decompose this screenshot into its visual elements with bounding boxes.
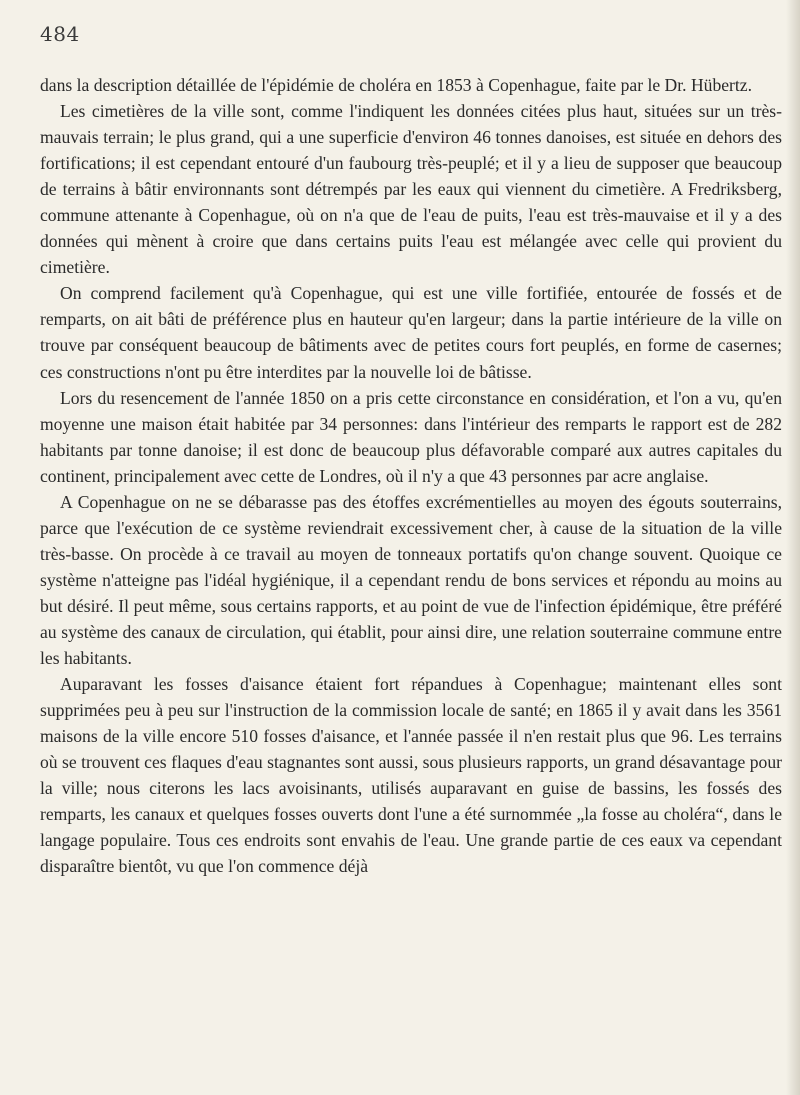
- paragraph-2: Les cimetières de la ville sont, comme l'indiquent les données citées plus haut, situées sur un très-mauvais terrain; le plus grand, qui a une superficie d'environ 46 tonnes danoises, est située en dehors des fortifications; il est cependant entouré d'un faubourg très-peuplé; et il y a lieu de supposer que beaucoup de terrains à bâtir environnants sont détrempés par les eaux qui viennent du cimetière. A Fredriksberg, commune attenante à Copenhague, où on n'a que de l'eau de puits, l'eau est très-mauvaise et il y a des données qui mènent à croire que dans certains puits l'eau est mélangée avec celle qui provient du cimetière.: [40, 101, 782, 278]
- paragraph-1: dans la description détaillée de l'épidémie de choléra en 1853 à Copenhague, faite par le Dr. Hübertz.: [40, 75, 753, 95]
- paragraph-5: A Copenhague on ne se débarasse pas des étoffes excrémentielles au moyen des égouts souterrains, parce que l'exécution de ce système reviendrait excessivement cher, à cause de la situation de la ville très-basse. On procède à ce travail au moyen de tonneaux portatifs qu'on change souvent. Quoique ce système n'atteigne pas l'idéal hygiénique, il a cependant rendu de bons services et répondu au moins au but désiré. Il peut même, sous certains rapports, et au point de vue de l'infection épidémique, être préféré au système des canaux de circulation, qui établit, pour ainsi dire, une relation souterraine commune entre les habitants.: [40, 491, 782, 669]
- paragraph-6: Auparavant les fosses d'aisance étaient fort répandues à Copenhague; maintenant elles sont supprimées peu à peu sur l'instruction de la commission locale de santé; en 1865 il y avait dans les 3561 maisons de la ville encore 510 fosses d'aisance, et l'année passée il n'en restait plus que 96. Les terrains où se trouvent ces flaques d'eau stagnantes sont aussi, sous plusieurs rapports, un grand désavantage pour la ville; nous citerons les lacs avoisinants, utilisés auparavant en guise de bassins, les fossés des remparts, les canaux et quelques fosses ouverts dont l'une a été surnommée „la fosse au choléra“, dans le langage populaire. Tous ces endroits sont envahis de l'eau. Une grande partie de ces eaux va cependant disparaître bientôt, vu que l'on commence déjà: [40, 674, 782, 877]
- paragraph-4: Lors du resencement de l'année 1850 on a pris cette circonstance en considération, et l'on a vu, qu'en moyenne une maison était habitée par 34 personnes: dans l'intérieur des remparts le rapport est de 282 habitants par tonne danoise; il est donc de beaucoup plus défavorable comparé aux autres capitales du continent, principalement avec cette de Londres, où il n'y a que 43 personnes par acre anglaise.: [40, 387, 782, 486]
- page-number: 484: [40, 22, 80, 46]
- body-text: [40, 72, 782, 879]
- paragraph-3: On comprend facilement qu'à Copenhague, qui est une ville fortifiée, entourée de fossés et de remparts, on ait bâti de préférence plus en hauteur qu'en largeur; dans la partie intérieure de la ville on trouve par conséquent beaucoup de bâtiments avec de petites cours fort peuplés, en forme de casernes; ces constructions n'ont pu être interdites par la nouvelle loi de bâtisse.: [40, 283, 782, 382]
- page-edge-shadow: [786, 0, 800, 1095]
